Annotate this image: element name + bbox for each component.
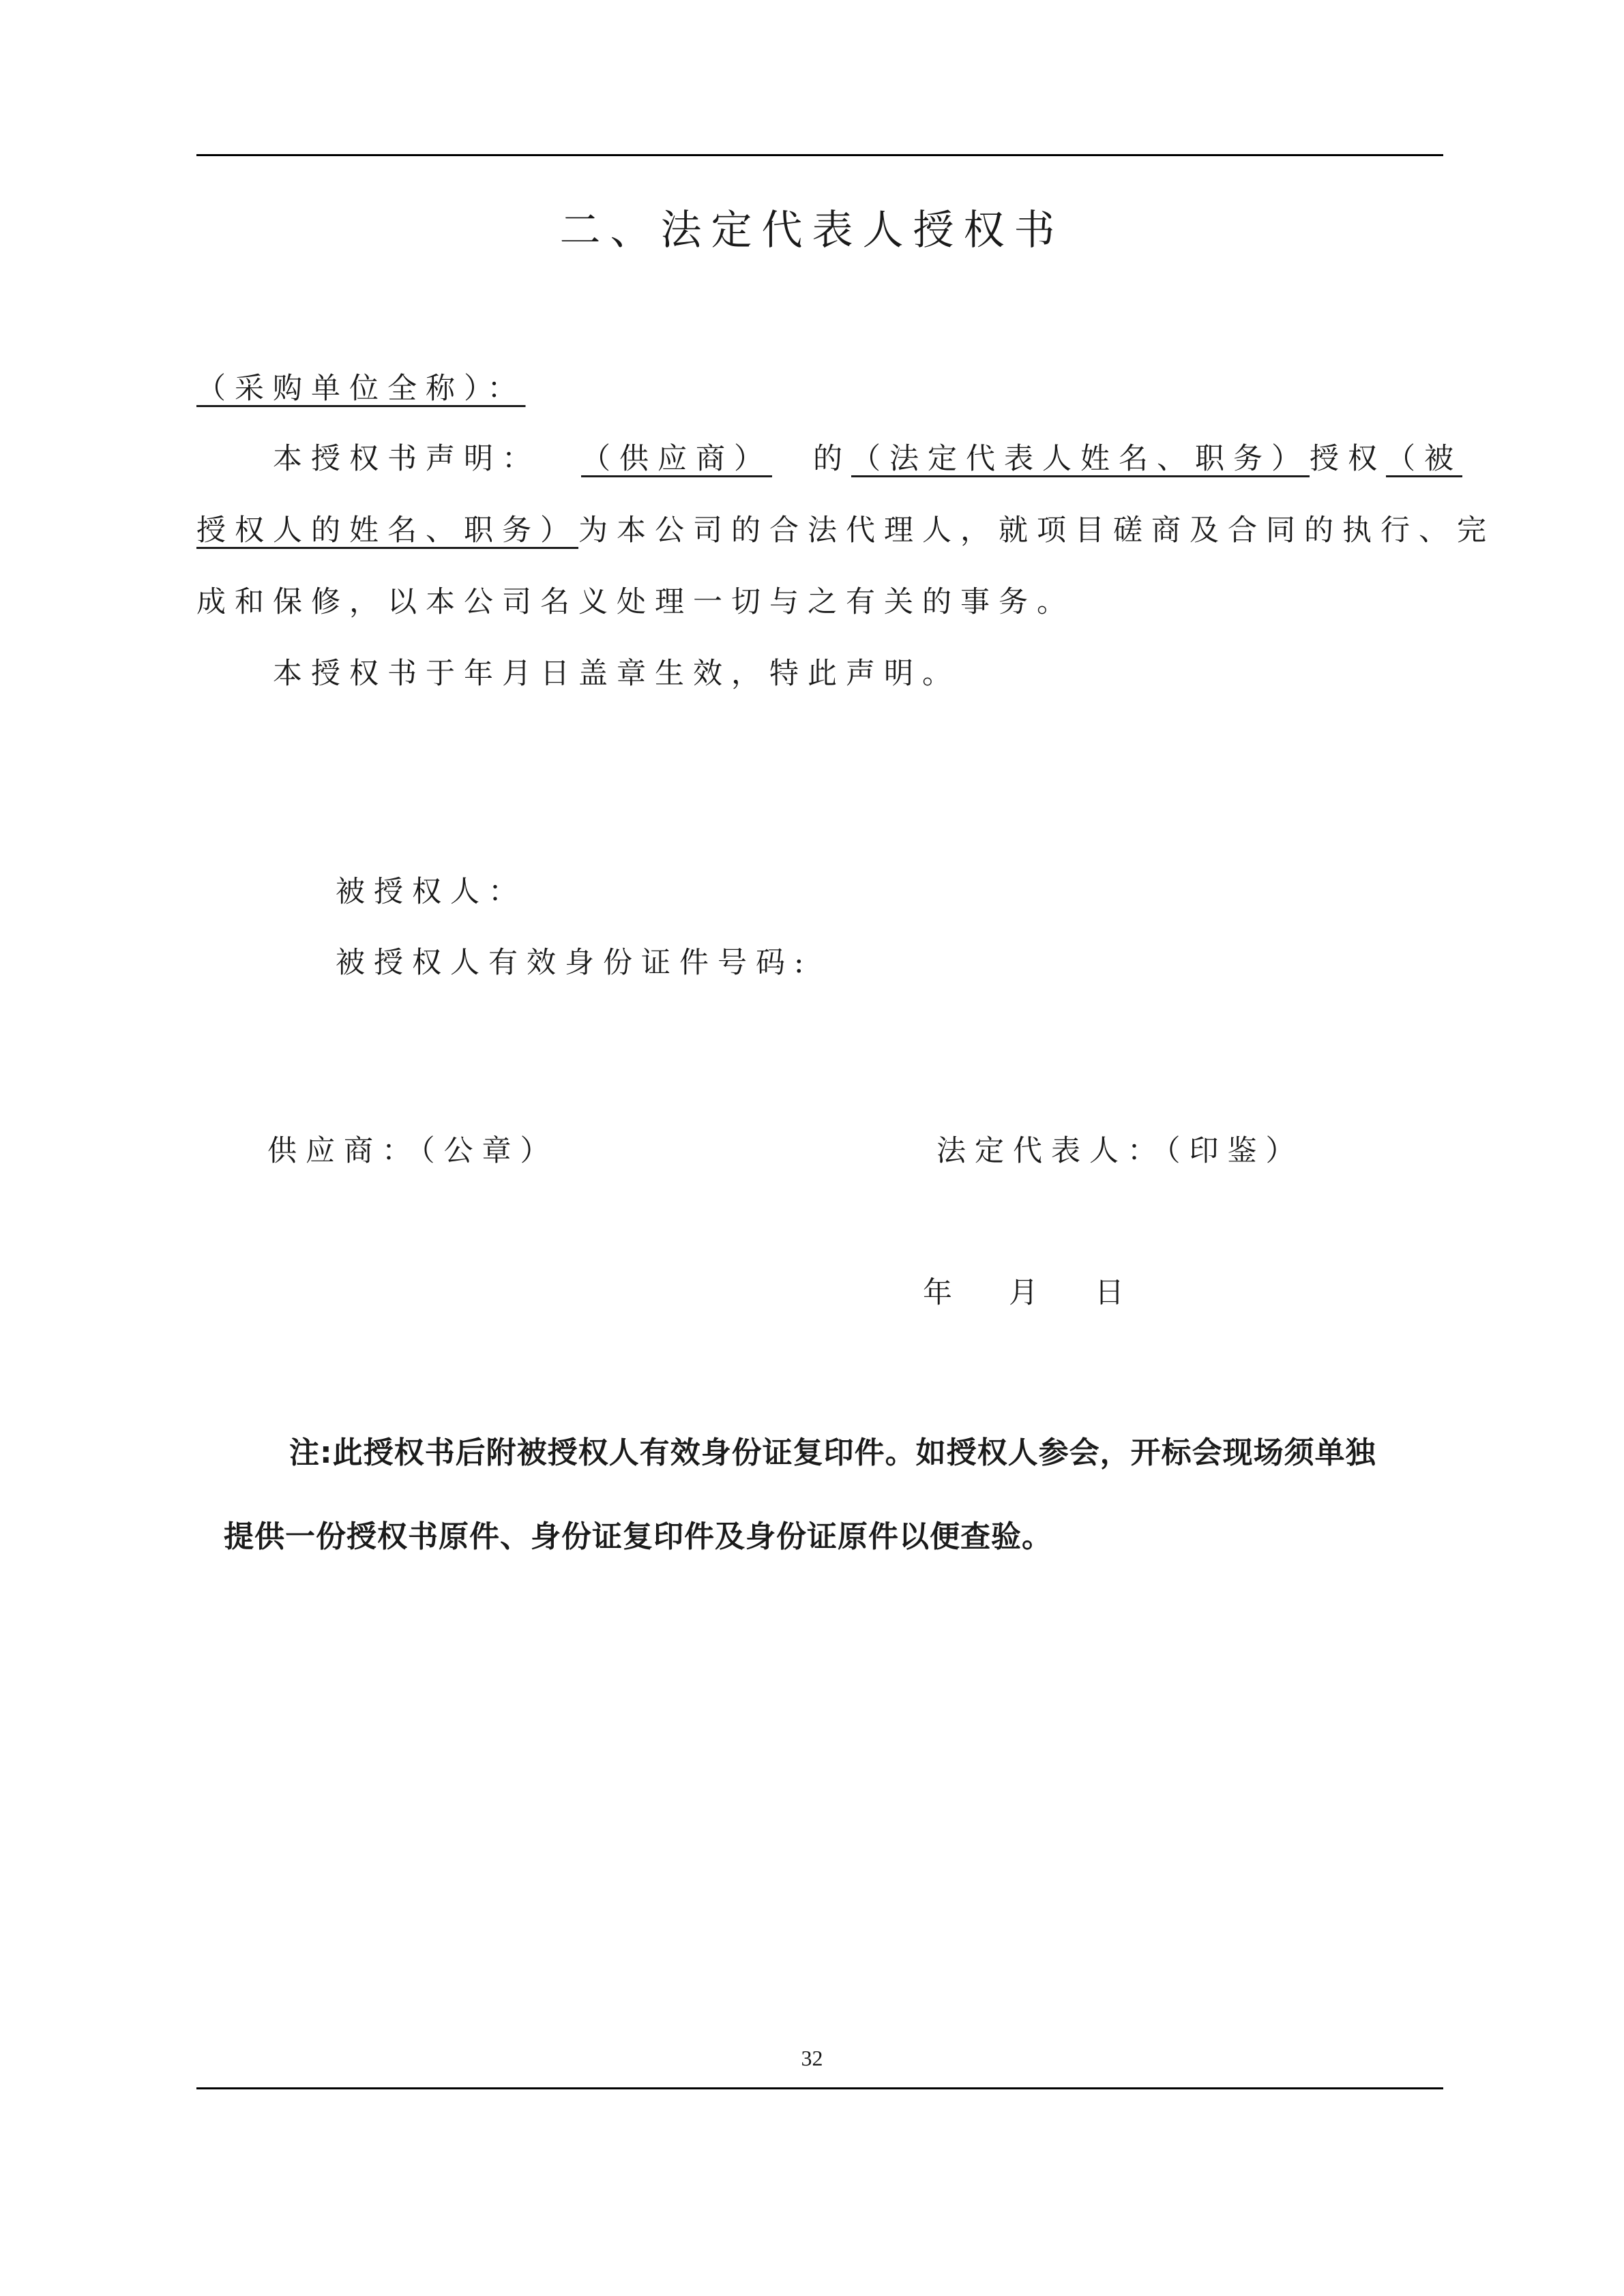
addressee: （采购单位全称）：	[196, 372, 526, 406]
note-line-2: 提供一份授权书原件、身份证复印件及身份证原件以便查验。	[224, 1519, 1052, 1554]
authorized-person-blank-end: 授权人的姓名、职务）	[196, 513, 578, 548]
id-number-label: 被授权人有效身份证件号码:	[336, 946, 813, 980]
paragraph-1-line-2	[196, 510, 1495, 551]
authorize-text: 授权	[1310, 442, 1386, 476]
paragraph-1-text-a: 为本公司的合法代理人，就项目磋商及合同的执行、完	[578, 513, 1495, 548]
date-line	[923, 1272, 1133, 1313]
declaration-prefix: 本授权书声明：	[273, 442, 540, 476]
footer-rule	[196, 2087, 1443, 2089]
authorized-person-blank-start: （被	[1386, 442, 1462, 476]
date-month: 月	[1009, 1276, 1047, 1310]
supplier-seal-label: 供应商：（公章）	[267, 1134, 559, 1168]
date-day: 日	[1095, 1276, 1133, 1310]
header-rule	[196, 154, 1443, 156]
supplier-blank: （供应商）	[581, 442, 772, 476]
paragraph-1-text-b: 成和保修，以本公司名义处理一切与之有关的事务。	[196, 585, 1075, 619]
of-text: 的	[813, 442, 851, 476]
page-title: 二、法定代表人授权书	[559, 207, 1065, 254]
effective-date-statement: 本授权书于年月日盖章生效，特此声明。	[273, 657, 960, 691]
page-number: 32	[801, 2046, 823, 2070]
date-year: 年	[923, 1276, 961, 1310]
paragraph-1-line-1	[273, 438, 1462, 479]
authorized-person-label: 被授权人：	[336, 875, 527, 909]
addressee-line	[196, 368, 526, 409]
legal-rep-seal-label: 法定代表人：（印鉴）	[936, 1134, 1304, 1168]
paragraph-2	[273, 653, 960, 694]
note-line-1: 注:此授权书后附被授权人有效身份证复印件。如授权人参会，开标会现场须单独	[289, 1435, 1376, 1470]
legal-rep-blank: （法定代表人姓名、职务）	[851, 442, 1310, 476]
paragraph-1-line-3	[196, 582, 1075, 623]
